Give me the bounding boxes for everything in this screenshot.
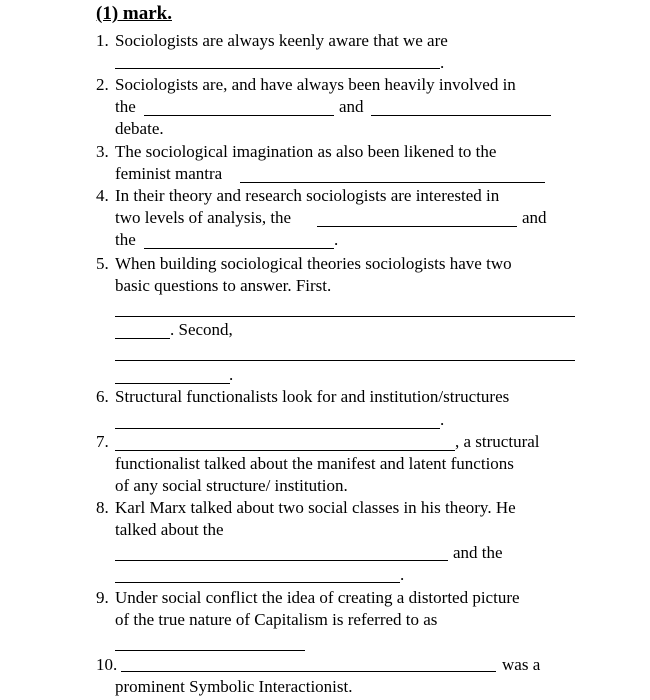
q4-blank-1[interactable]: [317, 226, 517, 227]
q2-blank-1[interactable]: [144, 115, 334, 116]
q8-blank-1[interactable]: [115, 560, 448, 561]
q8-and-the: and the: [453, 543, 503, 562]
q4-the: the: [115, 230, 136, 249]
q5-second: . Second,: [170, 320, 233, 339]
q2-line1: Sociologists are, and have always been heavily involved in: [115, 75, 516, 94]
q2-number: 2.: [96, 75, 109, 94]
q2-the: the: [115, 97, 136, 116]
q3-blank[interactable]: [240, 182, 545, 183]
q7-line3: of any social structure/ institution.: [115, 476, 348, 495]
q1-number: 1.: [96, 31, 109, 50]
q6-period: .: [440, 410, 445, 429]
q9-number: 9.: [96, 588, 109, 607]
q5-blank-2[interactable]: [115, 360, 575, 361]
q2-blank-2[interactable]: [371, 115, 551, 116]
q2-line3: debate.: [115, 119, 164, 138]
q5-number: 5.: [96, 254, 109, 273]
q7-blank[interactable]: [115, 450, 455, 451]
q10-line2: prominent Symbolic Interactionist.: [115, 677, 353, 696]
q8-number: 8.: [96, 498, 109, 517]
q7-line2: functionalist talked about the manifest and latent functions: [115, 454, 514, 473]
section-title: (1) mark.: [96, 3, 172, 24]
q4-line1: In their theory and research sociologists are interested in: [115, 186, 500, 205]
q4-line2: two levels of analysis, the: [115, 208, 292, 227]
q5-period: .: [229, 365, 234, 384]
q3-line1: The sociological imagination as also been likened to the: [115, 142, 497, 161]
q4-blank-2[interactable]: [144, 248, 334, 249]
q4-and: and: [522, 208, 547, 227]
q6-blank[interactable]: [115, 428, 440, 429]
q10-number: 10.: [96, 655, 118, 674]
q5-line1: When building sociological theories sociologists have two: [115, 254, 512, 273]
q9-blank[interactable]: [115, 650, 305, 651]
q9-line2: of the true nature of Capitalism is referred to as: [115, 610, 438, 629]
q5-blank-1[interactable]: [115, 316, 575, 317]
q8-line2: talked about the: [115, 520, 224, 539]
q5-line2: basic questions to answer. First.: [115, 276, 332, 295]
q6-number: 6.: [96, 387, 109, 406]
q3-number: 3.: [96, 142, 109, 161]
q4-number: 4.: [96, 186, 109, 205]
q2-and: and: [339, 97, 364, 116]
q8-blank-2[interactable]: [115, 582, 400, 583]
q8-line1: Karl Marx talked about two social classes in his theory. He: [115, 498, 516, 517]
q4-period: .: [334, 230, 339, 249]
q3-line2: feminist mantra: [115, 164, 223, 183]
q1-period: .: [440, 53, 445, 72]
q9-line1: Under social conflict the idea of creating a distorted picture: [115, 588, 520, 607]
q7-number: 7.: [96, 432, 109, 451]
q8-period: .: [400, 565, 405, 584]
q1-blank[interactable]: [115, 68, 440, 69]
q7-tail: , a structural: [455, 432, 540, 451]
q5-blank-1-cont[interactable]: [115, 338, 170, 339]
q6-line1: Structural functionalists look for and institution/structures: [115, 387, 510, 406]
q10-blank[interactable]: [121, 671, 496, 672]
q5-blank-2-cont[interactable]: [115, 383, 230, 384]
q1-text: Sociologists are always keenly aware that we are: [115, 31, 448, 50]
q10-tail: was a: [502, 655, 541, 674]
